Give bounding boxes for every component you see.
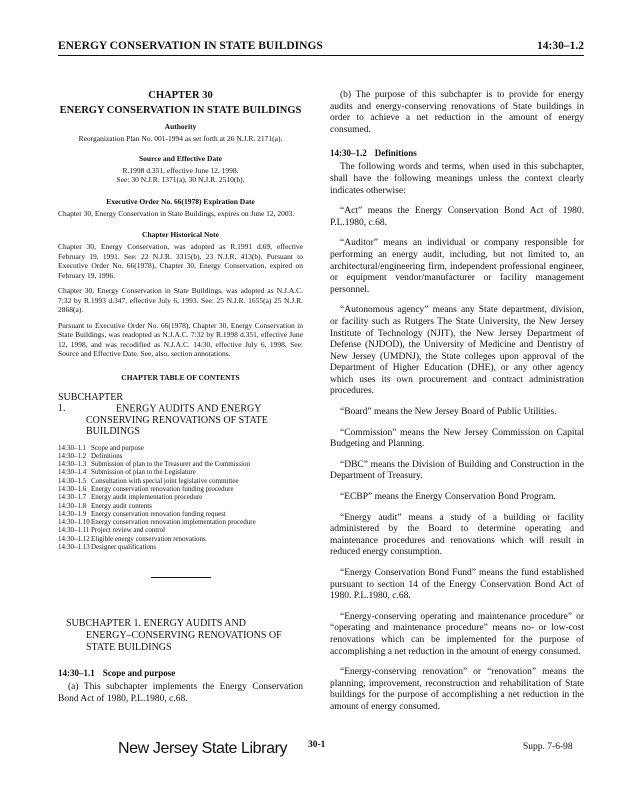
authority-heading: Authority <box>164 122 197 131</box>
definition-paragraph: “Autonomous agency” means any State department, division, or facility such as Rutgers The State University, the New Jersey Institute of Technology (NJIT), the New Jersey Department of Defense (NJDOD), the University of Medicine and Dentistry of New Jersey (UMDNJ), the State colleges upon approval of the Department of Higher Education (DHE), or any other agency which uses its own procurement and contract administration procedures. <box>330 305 584 397</box>
toc-row-number: 14:30–1.11 <box>58 526 90 535</box>
toc-row-number: 14:30–1.6 <box>58 484 87 493</box>
toc-row-number: 14:30–1.5 <box>58 476 87 485</box>
toc-row-title: Designer qualifications <box>91 543 157 552</box>
page-number: 30-1 <box>308 740 326 750</box>
definition-paragraph: “Act” means the Energy Conservation Bond Act of 1980. P.L.1980, c.68. <box>330 206 584 228</box>
source-heading: Source and Effective Date <box>139 153 222 163</box>
definition-paragraph: “Auditor” means an individual or company responsible for performing an energy audit, including, but not limited to, an architectural/engineering firm, independent professional engineer, or equipment vendor/manufacturer or facility management personnel. <box>330 238 584 295</box>
definitions-intro: The following words and terms, when used in this subchapter, shall have the following meanings unless the context clearly indicates otherwise: <box>330 162 584 196</box>
expiration-text: Chapter 30, Energy Conservation in State Buildings, expires on June 12, 2003. <box>58 208 295 218</box>
authority-text: Reorganization Plan No. 001-1994 as set forth at 26 N.J.R. 2171(a). <box>78 134 283 143</box>
toc-row-number: 14:30–1.8 <box>58 501 87 510</box>
section-1-2-number: 14:30–1.2 <box>330 148 367 159</box>
header-rule <box>58 55 584 56</box>
toc-row <box>58 535 256 543</box>
toc-row <box>58 502 256 510</box>
toc-row-title: Energy audit implementation procedure <box>91 493 203 502</box>
toc-row-title: Submission of plan to the Legislature <box>91 468 196 477</box>
definitions-list <box>330 206 584 713</box>
toc-row <box>58 493 256 501</box>
toc-row-title: Scope and purpose <box>91 443 144 452</box>
toc-row-number: 14:30–1.10 <box>58 518 90 527</box>
subchapter-heading-a: SUBCHAPTER 1. ENERGY AUDITS AND <box>66 618 246 630</box>
section-1-1-title: Scope and purpose <box>102 668 176 679</box>
subchapter-heading-b: ENERGY–CONSERVING RENOVATIONS OF <box>86 630 282 642</box>
subchapter-heading-c: STATE BUILDINGS <box>86 642 172 654</box>
toc-row-number: 14:30–1.7 <box>58 493 87 502</box>
definition-paragraph: “ECBP” means the Energy Conservation Bond Program. <box>340 492 556 503</box>
historical-note-1: Chapter 30, Energy Conservation, was adopted as R.1991 d.69, effective February 19, 1991. See: 22 N.J.R. 3315(b), 23 N.J.R. 413(b). Pursuant to Executive Order No. 66(1978), Chapter 30, Energy Conservation, expired on February 19, 1996. <box>58 242 303 280</box>
section-divider <box>151 577 211 578</box>
chapter-title: ENERGY CONSERVATION IN STATE BUILDINGS <box>59 105 302 116</box>
definition-paragraph: “Energy-conserving renovation” or “renovation” means the planning, improvement, reconstruction and rehabilitation of State buildings for the purpose of accomplishing a net reduction in the amount of energy consumed. <box>330 667 584 712</box>
supplement-date: Supp. 7-6-98 <box>523 742 573 752</box>
toc-row-title: Consultation with special joint legislative committee <box>91 476 239 485</box>
library-stamp: New Jersey State Library <box>118 740 288 757</box>
toc-row-title: Energy conservation renovation implementation procedure <box>91 518 256 527</box>
section-1-2-heading <box>330 148 584 158</box>
definition-paragraph: “Energy-conserving operating and maintenance procedure” or “operating and maintenance procedure” means no- or low-cost renovations which can be implemented for the purpose of accomplishing a net reduction in the amount of energy consumed. <box>330 611 584 657</box>
historical-note-2: Chapter 30, Energy Conservation in State Buildings, was adopted as N.J.A.C. 7:32 by R.1993 d.347, effective July 6, 1993. See: 25 N.J.R. 1655(a) 25 N.J.R. 2868(a). <box>58 286 303 314</box>
definition-paragraph: “Energy Conservation Bond Fund” means the fund established pursuant to section 14 of the Energy Conservation Bond Act of 1980. P.L.1980, c.68. <box>330 568 584 602</box>
toc-row <box>58 444 256 452</box>
header-section: 14:30–1.2 <box>537 40 584 52</box>
toc-row-title: Eligible energy conservation renovations <box>91 534 206 543</box>
right-column <box>330 90 584 723</box>
toc-table <box>58 444 256 552</box>
historical-note-3: Pursuant to Executive Order No. 66(1978), Chapter 30, Energy Conservation in State Buildings, was readopted as N.J.A.C. 7:32 by R.1998 d.351, effective June 12, 1998, and was recodified as N.J.A.C. 14:30, effective July 6, 1998. See: Source and Effective Date. See, also, section annotations. <box>58 320 303 358</box>
toc-row-title: Energy audit contents <box>91 501 152 510</box>
toc-row-number: 14:30–1.13 <box>58 543 90 552</box>
toc-row <box>58 485 256 493</box>
toc-row <box>58 460 256 468</box>
chapter-number: CHAPTER 30 <box>148 90 213 101</box>
page-footer <box>0 740 626 770</box>
toc-row-number: 14:30–1.1 <box>58 443 87 452</box>
toc-subchapter-number: SUBCHAPTER 1. <box>58 391 124 414</box>
running-header <box>58 40 584 56</box>
definition-paragraph: “Energy audit” means a study of a building or facility administered by the Board to determine operating and maintenance procedures and renovations which will result in reduced energy consumption. <box>330 512 584 558</box>
toc-row-title: Energy conservation renovation funding procedure <box>91 484 234 493</box>
section-1-1-paragraph-a: (a) This subchapter implements the Energy Conservation Bond Act of 1980, P.L.1980, c.68. <box>58 682 303 704</box>
toc-row <box>58 543 256 551</box>
toc-subchapter-title-a: ENERGY AUDITS AND ENERGY <box>116 403 262 414</box>
section-1-1-paragraph-b: (b) The purpose of this subchapter is to provide for energy audits and energy-conserving renovations of State buildings in order to achieve a net reduction in the amount of energy consumed. <box>330 90 584 135</box>
toc-heading: CHAPTER TABLE OF CONTENTS <box>121 372 240 382</box>
toc-row-number: 14:30–1.3 <box>58 460 87 469</box>
toc-subchapter-title-b: CONSERVING RENOVATIONS OF STATE <box>86 414 268 426</box>
source-line-1: R.1998 d.351, effective June 12, 1998. <box>122 165 239 175</box>
toc-row-number: 14:30–1.9 <box>58 509 87 518</box>
definition-paragraph: “DBC” means the Division of Building and Construction in the Department of Treasury. <box>330 459 584 482</box>
header-title: ENERGY CONSERVATION IN STATE BUILDINGS <box>58 40 323 52</box>
toc-row <box>58 518 256 526</box>
historical-note-heading: Chapter Historical Note <box>142 230 219 239</box>
toc-row <box>58 468 256 476</box>
left-column <box>58 90 303 715</box>
toc-row-title: Definitions <box>91 451 123 460</box>
toc-row <box>58 477 256 485</box>
definition-paragraph: “Commission” means the New Jersey Commission on Capital Budgeting and Planning. <box>330 427 584 450</box>
expiration-heading: Executive Order No. 66(1978) Expiration Date <box>106 196 255 206</box>
toc-row-number: 14:30–1.2 <box>58 451 87 460</box>
section-1-1-heading <box>58 668 303 678</box>
toc-row-number: 14:30–1.12 <box>58 534 90 543</box>
toc-subchapter-heading <box>58 392 303 438</box>
subchapter-heading <box>66 618 303 654</box>
section-1-2-title: Definitions <box>374 148 417 159</box>
toc-row-title: Energy conservation renovation funding request <box>91 509 226 518</box>
toc-row-title: Project review and control <box>91 526 166 535</box>
toc-subchapter-title-c: BUILDINGS <box>86 426 140 437</box>
source-line-2: See: 30 N.J.R. 1371(a), 30 N.J.R. 2510(b). <box>116 175 245 184</box>
section-1-1-number: 14:30–1.1 <box>58 668 95 679</box>
definition-paragraph: “Board” means the New Jersey Board of Public Utilities. <box>340 407 557 418</box>
toc-row <box>58 526 256 534</box>
toc-row-number: 14:30–1.4 <box>58 468 87 477</box>
toc-row <box>58 510 256 518</box>
toc-row <box>58 452 256 460</box>
toc-row-title: Submission of plan to the Treasurer and the Commission <box>91 460 251 469</box>
